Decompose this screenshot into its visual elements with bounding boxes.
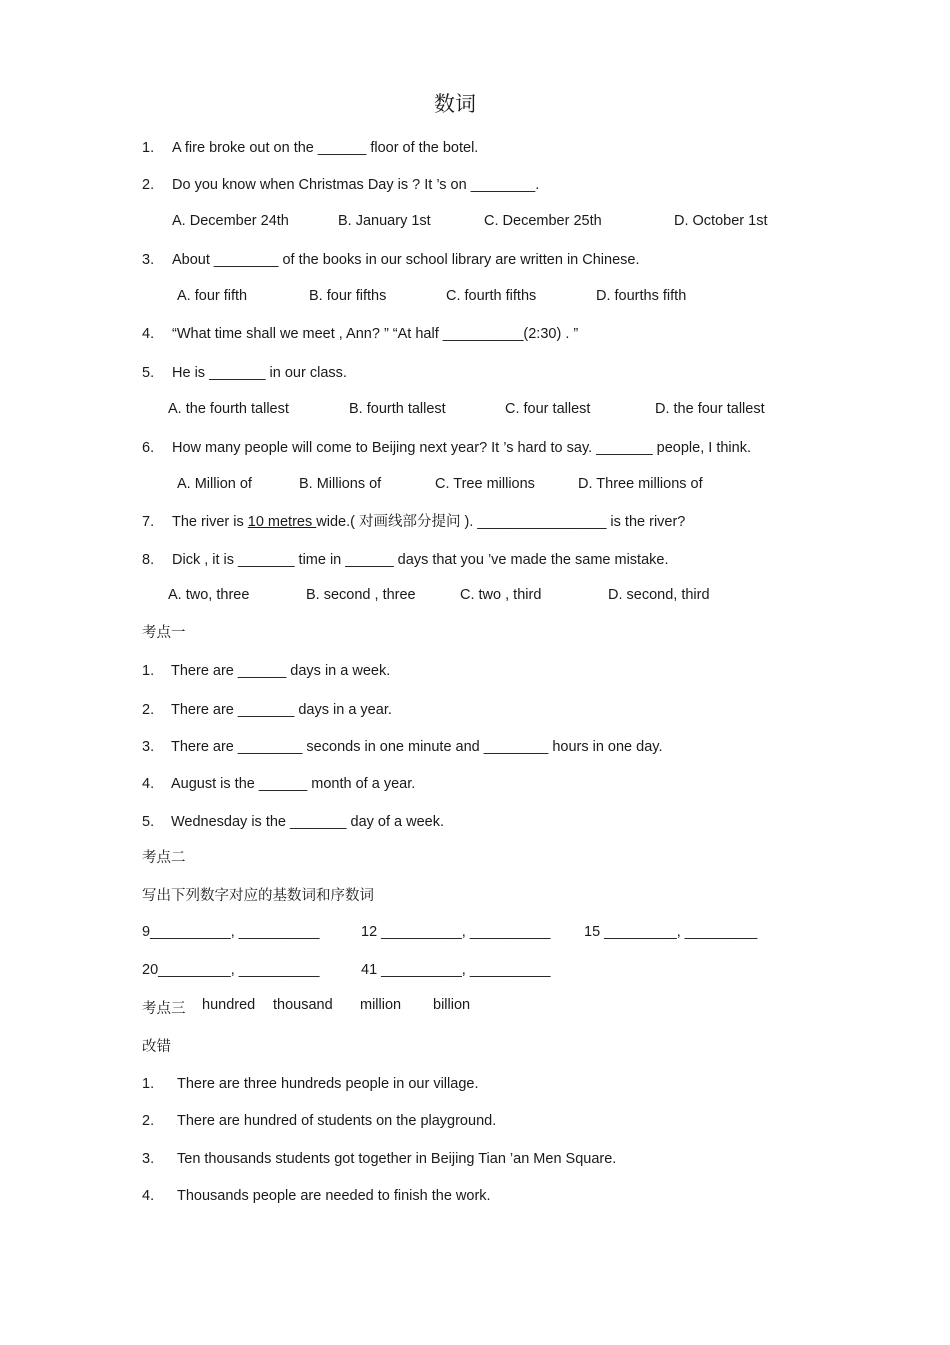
question-text: There are _______ days in a year. [171, 702, 392, 718]
option-d: D. Three millions of [578, 476, 703, 492]
keyword-million: million [360, 997, 402, 1013]
question-text: There are ________ seconds in one minute and ________ hours in one day. [171, 739, 663, 755]
question-text: There are ______ days in a week. [171, 663, 391, 679]
question-number: 1. [142, 1076, 155, 1092]
option-a: A. December 24th [172, 213, 289, 229]
option-c: C. four tallest [505, 401, 591, 417]
question-number: 5. [142, 365, 155, 381]
question-text: Wednesday is the _______ day of a week. [171, 814, 445, 830]
question-number: 1. [142, 663, 155, 679]
question-number: 4. [142, 1188, 155, 1204]
question-number: 3. [142, 1151, 155, 1167]
question-text: A fire broke out on the ______ floor of the botel. [172, 140, 479, 156]
question-number: 6. [142, 440, 155, 456]
option-b: B. second , three [306, 587, 416, 603]
section-instruction: 写出下列数字对应的基数词和序数词 [142, 888, 374, 904]
number-blank-12: 12 __________, __________ [361, 924, 551, 940]
question-text: Ten thousands students got together in Beijing Tian ’an Men Square. [177, 1151, 617, 1167]
question-number: 3. [142, 252, 155, 268]
option-a: A. Million of [177, 476, 252, 492]
question-text-after: wide.( 对画线部分提问 ). ________________ is the river? [316, 514, 686, 530]
question-number: 4. [142, 776, 155, 792]
question-text: There are three hundreds people in our village. [177, 1076, 479, 1092]
question-text: “What time shall we meet , Ann? ” “At half __________(2:30) . ” [172, 326, 579, 342]
question-number: 2. [142, 1113, 155, 1129]
question-text: August is the ______ month of a year. [171, 776, 416, 792]
question-number: 1. [142, 140, 155, 156]
option-c: C. fourth fifths [446, 288, 537, 304]
section-subheading-correction: 改错 [142, 1039, 171, 1055]
keyword-thousand: thousand [273, 997, 333, 1013]
option-a: A. the fourth tallest [168, 401, 289, 417]
option-b: B. fourth tallest [349, 401, 446, 417]
question-text: Dick , it is _______ time in ______ days that you ’ve made the same mistake. [172, 552, 669, 568]
question-text: There are hundred of students on the playground. [177, 1113, 497, 1129]
number-blank-15: 15 _________, _________ [584, 924, 758, 940]
question-number: 8. [142, 552, 155, 568]
question-number: 2. [142, 177, 155, 193]
number-blank-20: 20_________, __________ [142, 962, 320, 978]
option-d: D. second, third [608, 587, 710, 603]
number-blank-41: 41 __________, __________ [361, 962, 551, 978]
option-d: D. fourths fifth [596, 288, 687, 304]
keyword-billion: billion [433, 997, 471, 1013]
question-text [172, 512, 685, 532]
option-c: C. two , third [460, 587, 542, 603]
question-text: Do you know when Christmas Day is ? It ’s on ________. [172, 177, 540, 193]
section-heading-2: 考点二 [142, 850, 186, 866]
option-b: B. January 1st [338, 213, 431, 229]
option-d: D. the four tallest [655, 401, 765, 417]
question-text-before: The river is [172, 514, 248, 530]
question-number: 7. [142, 514, 155, 530]
question-text: He is _______ in our class. [172, 365, 347, 381]
number-blank-9: 9__________, __________ [142, 924, 320, 940]
question-number: 2. [142, 702, 155, 718]
question-number: 4. [142, 326, 155, 342]
option-a: A. two, three [168, 587, 250, 603]
question-number: 3. [142, 739, 155, 755]
underlined-phrase: 10 metres [247, 514, 317, 530]
option-a: A. four fifth [177, 288, 248, 304]
question-number: 5. [142, 814, 155, 830]
question-text: Thousands people are needed to finish the work. [177, 1188, 491, 1204]
option-d: D. October 1st [674, 213, 768, 229]
question-text: How many people will come to Beijing next year? It ’s hard to say. _______ people, I think. [172, 440, 751, 456]
option-c: C. Tree millions [435, 476, 535, 492]
option-b: B. four fifths [309, 288, 387, 304]
page-title: 数词 [434, 92, 476, 116]
option-b: B. Millions of [299, 476, 382, 492]
keyword-hundred: hundred [202, 997, 256, 1013]
question-text: About ________ of the books in our school library are written in Chinese. [172, 252, 640, 268]
section-heading-1: 考点一 [142, 625, 186, 641]
option-c: C. December 25th [484, 213, 602, 229]
section-heading-3: 考点三 [142, 1001, 186, 1017]
